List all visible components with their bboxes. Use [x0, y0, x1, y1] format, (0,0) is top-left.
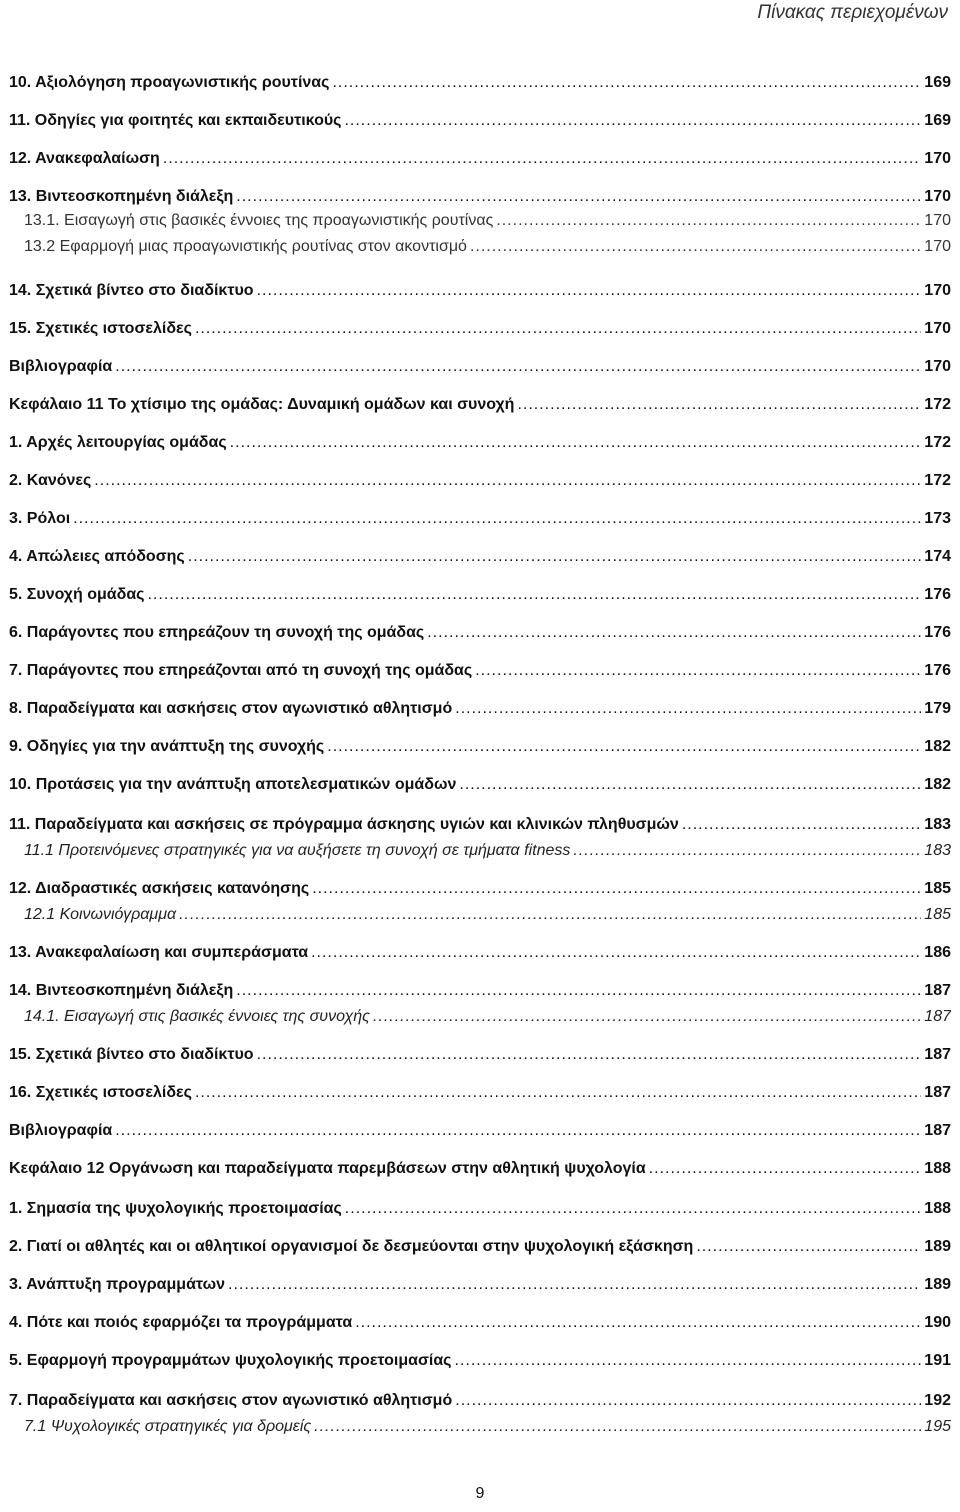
- toc-entry[interactable]: [9, 1348, 951, 1374]
- toc-entry[interactable]: [9, 734, 951, 760]
- toc-entry-title: 13. Βιντεοσκοπημένη διάλεξη: [9, 188, 234, 205]
- toc-entry-page: 189: [924, 1238, 951, 1255]
- toc-entry[interactable]: [9, 278, 951, 304]
- toc-entry-title: 6. Παράγοντες που επηρεάζουν τη συνοχή της ομάδας: [9, 624, 425, 641]
- toc-entry[interactable]: [9, 658, 951, 684]
- toc-entry-title: 2. Γιατί οι αθλητές και οι αθλητικοί οργανισμοί δε δεσμεύονται στην ψυχολογική εξάσκηση: [9, 1238, 694, 1255]
- toc-entry[interactable]: [9, 1272, 951, 1298]
- toc-entry-page: 187: [924, 982, 951, 999]
- toc-dot-leader: [373, 1004, 921, 1030]
- toc-dot-leader: [475, 658, 921, 684]
- toc-entry[interactable]: [9, 184, 951, 210]
- toc-dot-leader: [115, 1118, 921, 1144]
- toc-entry[interactable]: [9, 1042, 951, 1068]
- toc-entry-page: 170: [924, 282, 951, 299]
- toc-entry-page: 182: [924, 738, 951, 755]
- toc-entry[interactable]: [9, 468, 951, 494]
- toc-entry-page: 174: [924, 548, 951, 565]
- toc-entry[interactable]: [9, 70, 951, 96]
- toc-entry-page: 170: [924, 238, 951, 255]
- toc-dot-leader: [573, 838, 921, 864]
- toc-dot-leader: [455, 696, 921, 722]
- toc-entry-page: 187: [924, 1008, 951, 1025]
- toc-entry-title: 13.2 Εφαρμογή μιας προαγωνιστικής ρουτίνας στον ακοντισμό: [24, 238, 467, 255]
- toc-entry[interactable]: [9, 1196, 951, 1222]
- toc-entry-title: 13.1. Εισαγωγή στις βασικές έννοιες της προαγωνιστικής ρουτίνας: [24, 212, 494, 229]
- toc-entry[interactable]: [9, 1118, 951, 1144]
- toc-entry[interactable]: [9, 108, 951, 134]
- toc-entry-title: 11.1 Προτεινόμενες στρατηγικές για να αυξήσετε τη συνοχή σε τμήματα fitness: [24, 842, 571, 859]
- toc-dot-leader: [228, 1272, 921, 1298]
- toc-entry[interactable]: [24, 902, 951, 928]
- toc-entry-title: 7.1 Ψυχολογικές στρατηγικές για δρομείς: [24, 1418, 312, 1435]
- toc-entry[interactable]: [9, 620, 951, 646]
- toc-entry-title: 11. Οδηγίες για φοιτητές και εκπαιδευτικούς: [9, 112, 342, 129]
- toc-entry-title: 5. Εφαρμογή προγραμμάτων ψυχολογικής προετοιμασίας: [9, 1352, 452, 1369]
- toc-entry-title: 13. Ανακεφαλαίωση και συμπεράσματα: [9, 944, 309, 961]
- toc-entry-page: 183: [924, 816, 951, 833]
- toc-entry-title: 2. Κανόνες: [9, 472, 92, 489]
- toc-entry-title: Βιβλιογραφία: [9, 358, 113, 375]
- toc-entry[interactable]: [9, 1234, 951, 1260]
- toc-entry-page: 185: [924, 880, 951, 897]
- toc-entry[interactable]: [9, 812, 951, 838]
- toc-entry-page: 170: [924, 188, 951, 205]
- toc-entry-title: 10. Προτάσεις για την ανάπτυξη αποτελεσματικών ομάδων: [9, 776, 457, 793]
- toc-entry-page: 189: [924, 1276, 951, 1293]
- toc-entry-title: 15. Σχετικές ιστοσελίδες: [9, 320, 192, 337]
- toc-entry-title: 4. Πότε και ποιός εφαρμόζει τα προγράμματα: [9, 1314, 353, 1331]
- toc-dot-leader: [257, 278, 922, 304]
- toc-entry-page: 187: [924, 1046, 951, 1063]
- toc-entry-title: 11. Παραδείγματα και ασκήσεις σε πρόγραμμα άσκησης υγιών και κλινικών πληθυσμών: [9, 816, 679, 833]
- toc-entry-page: 169: [924, 112, 951, 129]
- toc-entry-page: 185: [924, 906, 951, 923]
- toc-entry-title: 3. Ανάπτυξη προγραμμάτων: [9, 1276, 226, 1293]
- toc-dot-leader: [312, 876, 921, 902]
- toc-dot-leader: [470, 234, 921, 260]
- toc-dot-leader: [179, 902, 921, 928]
- toc-entry[interactable]: [24, 234, 951, 260]
- toc-dot-leader: [163, 146, 921, 172]
- toc-entry[interactable]: [9, 876, 951, 902]
- toc-dot-leader: [696, 1234, 921, 1260]
- toc-entry[interactable]: [9, 1310, 951, 1336]
- toc-entry[interactable]: [9, 146, 951, 172]
- toc-entry[interactable]: [9, 392, 951, 418]
- toc-entry-title: 1. Σημασία της ψυχολογικής προετοιμασίας: [9, 1200, 342, 1217]
- toc-dot-leader: [188, 544, 922, 570]
- toc-entry[interactable]: [9, 506, 951, 532]
- toc-entry[interactable]: [9, 1388, 951, 1414]
- toc-dot-leader: [327, 734, 921, 760]
- toc-entry-page: 182: [924, 776, 951, 793]
- toc-entry-page: 170: [924, 358, 951, 375]
- toc-entry-page: 192: [924, 1392, 951, 1409]
- toc-entry-title: 9. Οδηγίες για την ανάπτυξη της συνοχής: [9, 738, 325, 755]
- toc-entry-title: 7. Παράγοντες που επηρεάζονται από τη συνοχή της ομάδας: [9, 662, 473, 679]
- toc-entry-page: 173: [924, 510, 951, 527]
- toc-dot-leader: [517, 392, 921, 418]
- toc-entry-page: 183: [924, 842, 951, 859]
- toc-entry[interactable]: [24, 838, 951, 864]
- toc-dot-leader: [73, 506, 921, 532]
- toc-dot-leader: [455, 1348, 922, 1374]
- toc-entry[interactable]: [9, 354, 951, 380]
- toc-entry-title: 1. Αρχές λειτουργίας ομάδας: [9, 434, 227, 451]
- toc-dot-leader: [195, 316, 921, 342]
- toc-entry-page: 170: [924, 320, 951, 337]
- toc-dot-leader: [427, 620, 921, 646]
- toc-dot-leader: [332, 70, 921, 96]
- toc-dot-leader: [455, 1388, 921, 1414]
- toc-entry-page: 172: [924, 396, 951, 413]
- toc-entry-page: 187: [924, 1084, 951, 1101]
- toc-entry-title: 4. Απώλειες απόδοσης: [9, 548, 185, 565]
- toc-entry-title: 12. Διαδραστικές ασκήσεις κατανόησης: [9, 880, 310, 897]
- toc-entry[interactable]: [24, 1414, 951, 1440]
- toc-entry[interactable]: [9, 696, 951, 722]
- toc-entry-page: 176: [924, 624, 951, 641]
- toc-dot-leader: [195, 1080, 921, 1106]
- toc-entry[interactable]: [9, 582, 951, 608]
- toc-dot-leader: [236, 978, 921, 1004]
- toc-entry-title: 5. Συνοχή ομάδας: [9, 586, 145, 603]
- toc-entry-page: 172: [924, 472, 951, 489]
- page-number: 9: [475, 1485, 485, 1502]
- toc-dot-leader: [344, 108, 921, 134]
- toc-dot-leader: [147, 582, 921, 608]
- toc-entry-page: 170: [924, 150, 951, 167]
- toc-entry-page: 187: [924, 1122, 951, 1139]
- toc-entry-title: 7. Παραδείγματα και ασκήσεις στον αγωνιστικό αθλητισμό: [9, 1392, 453, 1409]
- toc-entry-title: 14.1. Εισαγωγή στις βασικές έννοιες της συνοχής: [24, 1008, 370, 1025]
- toc-entry-page: 191: [924, 1352, 951, 1369]
- toc-dot-leader: [311, 940, 921, 966]
- toc-entry-title: Κεφάλαιο 11 Το χτίσιμο της ομάδας: Δυναμική ομάδων και συνοχή: [9, 396, 515, 413]
- toc-entry-title: 16. Σχετικές ιστοσελίδες: [9, 1084, 192, 1101]
- toc-entry-page: 176: [924, 586, 951, 603]
- running-header: Πίνακας περιεχομένων: [757, 2, 948, 23]
- toc-entry[interactable]: [24, 208, 951, 234]
- toc-entry[interactable]: [9, 316, 951, 342]
- toc-entry-page: 179: [924, 700, 951, 717]
- toc-entry-page: 186: [924, 944, 951, 961]
- toc-entry-title: 14. Σχετικά βίντεο στο διαδίκτυο: [9, 282, 254, 299]
- toc-entry-title: 3. Ρόλοι: [9, 510, 71, 527]
- toc-dot-leader: [230, 430, 922, 456]
- toc-dot-leader: [345, 1196, 922, 1222]
- toc-entry-page: 188: [924, 1200, 951, 1217]
- toc-entry-page: 195: [924, 1418, 951, 1435]
- toc-entry-title: 12. Ανακεφαλαίωση: [9, 150, 160, 167]
- toc-dot-leader: [355, 1310, 921, 1336]
- toc-entry-page: 170: [924, 212, 951, 229]
- toc-entry-page: 172: [924, 434, 951, 451]
- toc-dot-leader: [649, 1156, 922, 1182]
- toc-dot-leader: [459, 772, 921, 798]
- toc-dot-leader: [314, 1414, 921, 1440]
- toc-entry-title: 15. Σχετικά βίντεο στο διαδίκτυο: [9, 1046, 254, 1063]
- toc-dot-leader: [257, 1042, 922, 1068]
- toc-dot-leader: [496, 208, 921, 234]
- toc-entry[interactable]: [24, 1004, 951, 1030]
- toc-entry[interactable]: [9, 1156, 951, 1182]
- toc-entry-title: 12.1 Κοινωνιόγραμμα: [24, 906, 177, 923]
- toc-entry-page: 188: [924, 1160, 951, 1177]
- toc-entry[interactable]: [9, 978, 951, 1004]
- toc-entry-title: Βιβλιογραφία: [9, 1122, 113, 1139]
- toc-entry-page: 169: [924, 74, 951, 91]
- toc-entry-title: 8. Παραδείγματα και ασκήσεις στον αγωνιστικό αθλητισμό: [9, 700, 453, 717]
- toc-dot-leader: [94, 468, 921, 494]
- toc-dot-leader: [115, 354, 921, 380]
- toc-entry[interactable]: [9, 544, 951, 570]
- toc-entry[interactable]: [9, 772, 951, 798]
- toc-entry[interactable]: [9, 940, 951, 966]
- toc-entry-title: 10. Αξιολόγηση προαγωνιστικής ρουτίνας: [9, 74, 330, 91]
- toc-entry[interactable]: [9, 430, 951, 456]
- toc-dot-leader: [236, 184, 921, 210]
- toc-entry-title: 14. Βιντεοσκοπημένη διάλεξη: [9, 982, 234, 999]
- toc-dot-leader: [682, 812, 921, 838]
- toc-entry[interactable]: [9, 1080, 951, 1106]
- toc-entry-page: 190: [924, 1314, 951, 1331]
- toc-entry-title: Κεφάλαιο 12 Οργάνωση και παραδείγματα παρεμβάσεων στην αθλητική ψυχολογία: [9, 1160, 646, 1177]
- toc-entry-page: 176: [924, 662, 951, 679]
